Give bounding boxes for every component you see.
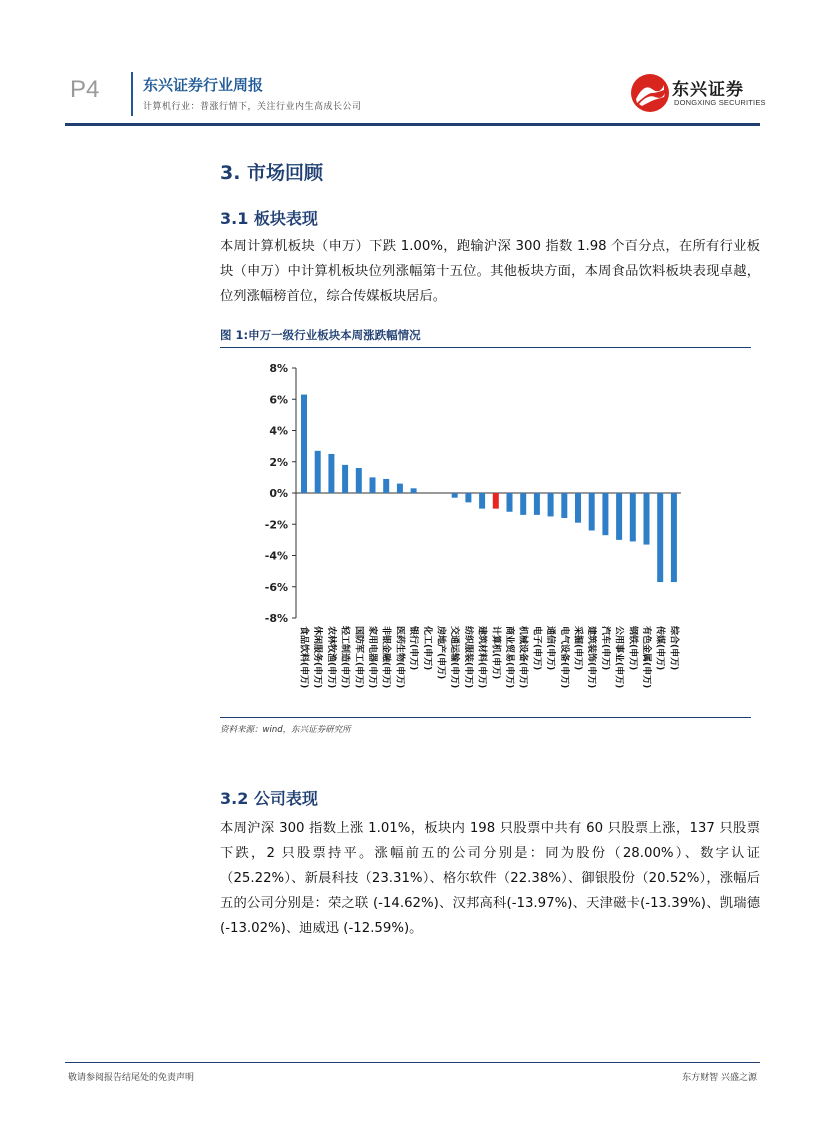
x-category-label: 银行(申万)	[408, 626, 419, 671]
x-category-label: 采掘(申万)	[572, 626, 583, 671]
bar	[657, 493, 663, 582]
bar	[397, 484, 403, 493]
x-category-label: 农林牧渔(申万)	[325, 626, 336, 689]
y-tick-label: 4%	[269, 424, 288, 438]
bar	[479, 493, 485, 509]
x-category-label: 交通运输(申万)	[449, 626, 460, 689]
report-title: 东兴证券行业周报	[143, 76, 264, 94]
y-tick-label: -6%	[264, 580, 288, 594]
x-category-label: 家用电器(申万)	[367, 626, 377, 689]
x-category-label: 电子(申万)	[531, 626, 542, 671]
bar	[465, 493, 471, 502]
subsection-title-sector: 3.1 板块表现	[220, 209, 318, 228]
company-logo	[630, 73, 766, 113]
x-category-label: 综合(申万)	[668, 626, 679, 671]
bar	[301, 395, 307, 493]
x-category-label: 国防军工(申万)	[353, 626, 364, 689]
figure-title: 图 1:申万一级行业板块本周涨跌幅情况	[220, 328, 421, 342]
sector-paragraph: 本周计算机板块（申万）下跌 1.00%，跑输沪深 300 指数 1.98 个百分点，在所有行业板块（申万）中计算机板块位列涨幅第十五位。其他板块方面，本周食品饮料板块表现卓越，位列涨幅榜首位，综合传媒板块居后。	[220, 239, 760, 304]
bar	[452, 493, 458, 498]
report-subtitle: 计算机行业：普涨行情下，关注行业内生高成长公司	[143, 102, 362, 112]
y-tick-label: 8%	[269, 362, 288, 375]
y-tick-label: -2%	[264, 518, 288, 532]
bar	[589, 493, 595, 531]
figure-rule-top	[220, 347, 751, 348]
bar	[315, 451, 321, 493]
y-tick-label: 2%	[269, 455, 288, 469]
footer-slogan: 东方财智 兴盛之源	[682, 1073, 757, 1083]
x-category-label: 建筑装饰(申万)	[586, 626, 597, 689]
x-category-label: 商业贸易(申万)	[504, 626, 514, 689]
x-category-label: 公用事业(申万)	[613, 626, 624, 689]
bar	[493, 493, 499, 509]
bar	[561, 493, 567, 518]
logo-english: DONGXING SECURITIES	[674, 98, 766, 107]
bar	[411, 488, 417, 493]
header-divider	[131, 72, 133, 116]
y-tick-label: 6%	[269, 393, 288, 407]
x-category-label: 有色金属(申万)	[641, 626, 651, 689]
subsection-title-company: 3.2 公司表现	[220, 789, 318, 808]
x-category-label: 轻工制造(申万)	[339, 626, 350, 689]
x-category-label: 电气设备(申万)	[558, 626, 569, 689]
x-category-label: 医药生物(申万)	[394, 626, 405, 689]
x-category-label: 房地产(申万)	[435, 626, 446, 680]
x-category-label: 机械设备(申万)	[517, 626, 528, 689]
company-paragraph: 本周沪深 300 指数上涨 1.01%，板块内 198 只股票中共有 60 只股票上涨，137 只股票下跌，2 只股票持平。涨幅前五的公司分别是：同为股份（28.00%）、数字认证（25.22%）、新晨科技（23.31%）、格尔软件（22.38%）、御银股份（20.52%），涨幅后五的公司分别是：荣之联 (-14.62%)、汉邦高科(-13.97%)、天津磁卡(-13.39%)、凯瑞德(-13.02%)、迪威迅 (-12.59%)。	[220, 821, 760, 936]
bar	[630, 493, 636, 541]
bar	[370, 477, 376, 493]
x-category-label: 钢铁(申万)	[627, 626, 638, 671]
bar	[575, 493, 581, 523]
figure-rule-bottom	[220, 717, 751, 718]
bar	[534, 493, 540, 515]
x-category-label: 休闲服务(申万)	[312, 626, 323, 689]
bar	[507, 493, 513, 512]
x-category-label: 纺织服装(申万)	[462, 626, 473, 689]
logo-emblem-icon	[630, 73, 670, 113]
bar	[520, 493, 526, 515]
x-category-label: 化工(申万)	[421, 626, 432, 671]
bar	[356, 468, 362, 493]
x-category-label: 建筑材料(申万)	[476, 626, 487, 689]
bar	[548, 493, 554, 516]
x-category-label: 汽车(申万)	[599, 626, 610, 671]
bar	[671, 493, 677, 582]
x-category-label: 计算机(申万)	[490, 626, 501, 680]
page-number: P4	[70, 76, 100, 103]
x-category-label: 非银金融(申万)	[380, 626, 391, 689]
header-rule	[65, 123, 760, 126]
logo-text: 东兴证券	[672, 80, 744, 100]
bar	[383, 479, 389, 493]
bar	[644, 493, 650, 545]
figure-source: 资料来源：wind，东兴证券研究所	[220, 725, 351, 735]
footer-rule	[65, 1062, 760, 1063]
bar	[328, 454, 334, 493]
x-category-label: 传媒(申万)	[654, 626, 665, 671]
sector-change-chart	[220, 350, 751, 716]
bar	[342, 465, 348, 493]
bar	[616, 493, 622, 540]
y-tick-label: 0%	[269, 487, 288, 500]
y-tick-label: -4%	[264, 549, 288, 563]
x-category-label: 食品饮料(申万)	[298, 626, 309, 689]
bar	[602, 493, 608, 535]
y-tick-label: -8%	[264, 612, 288, 625]
footer-disclaimer: 敬请参阅报告结尾处的免责声明	[68, 1073, 195, 1083]
x-category-label: 通信(申万)	[545, 626, 556, 671]
section-title: 3. 市场回顾	[220, 162, 324, 184]
